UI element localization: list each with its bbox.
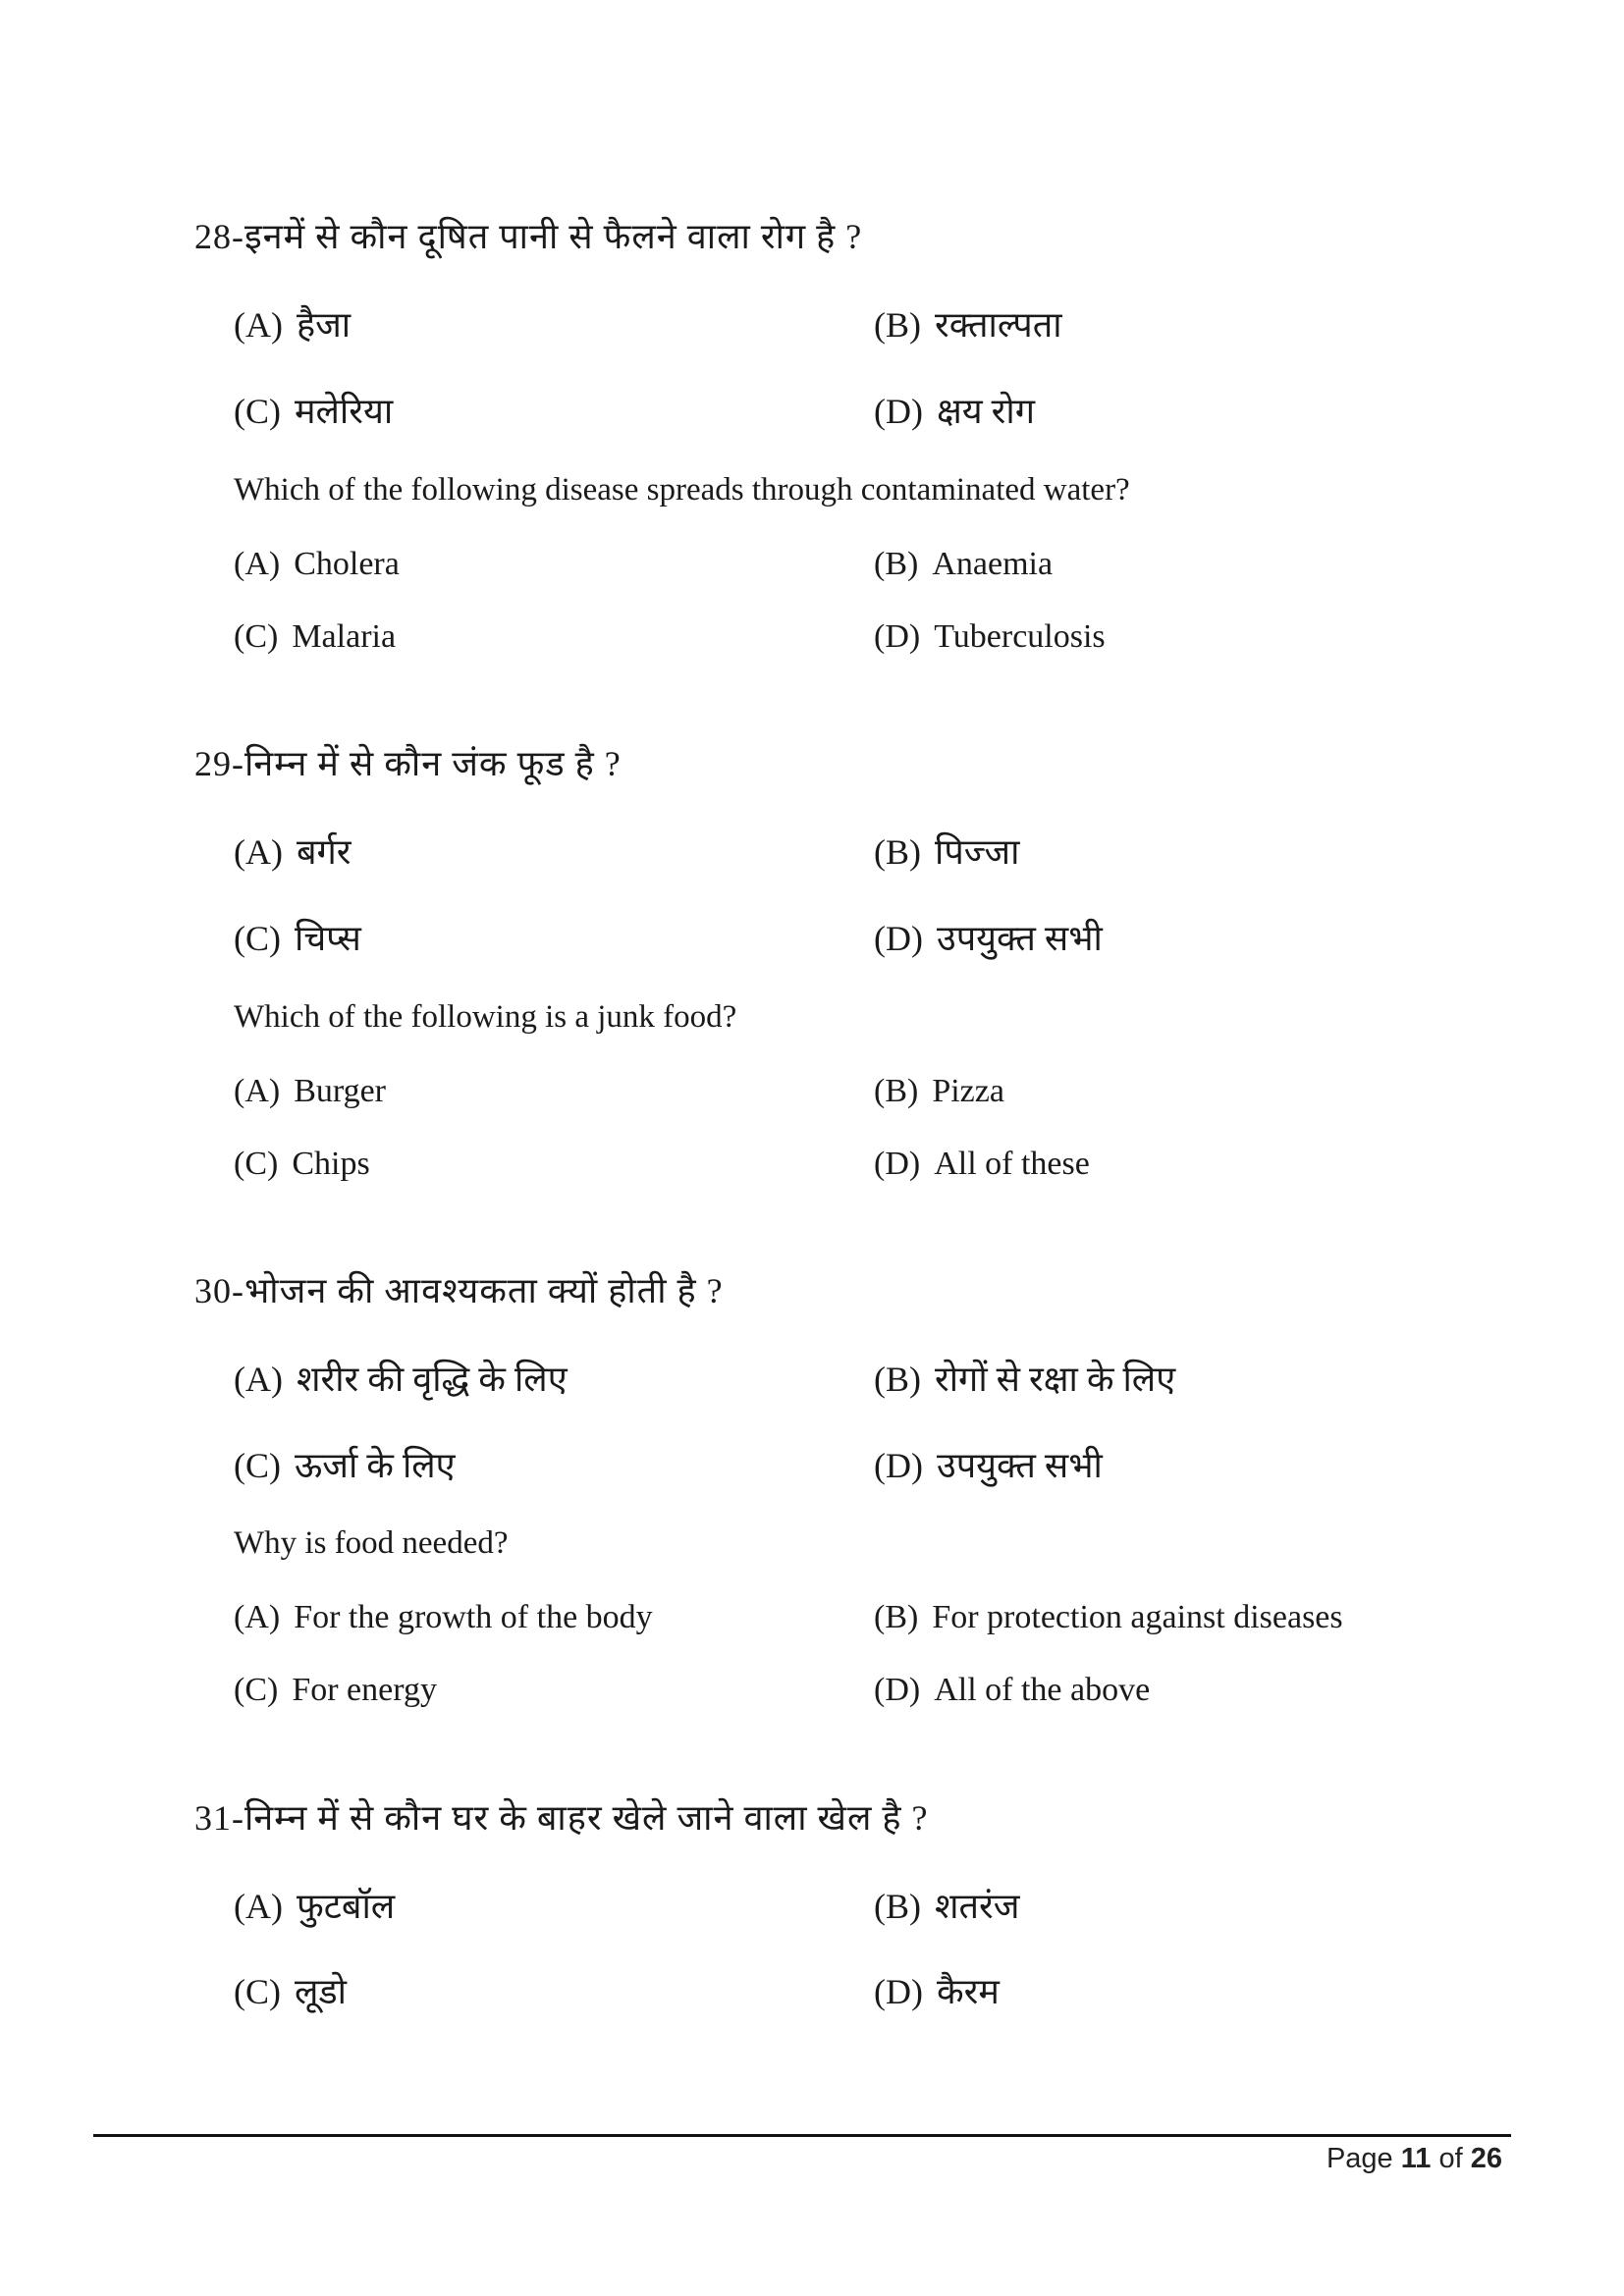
option-c-hindi: (C) ऊर्जा के लिए [234,1446,456,1485]
option-c-hindi: (C) चिप्स [234,919,361,958]
option-d-english: (D) Tuberculosis [874,618,1106,655]
question-29-english: Which of the following is a junk food? [234,999,737,1035]
option-c-english: (C) Chips [234,1146,370,1182]
option-d-english: (D) All of these [874,1146,1090,1182]
question-29-hindi: 29-निम्न में से कौन जंक फूड है ? [194,744,622,783]
option-c-hindi: (C) मलेरिया [234,392,394,431]
option-a-hindi: (A) शरीर की वृद्धि के लिए [234,1360,568,1399]
option-b-hindi: (B) रोगों से रक्षा के लिए [874,1360,1176,1399]
option-a-english: (A) Cholera [234,546,400,582]
page-number [1326,2143,1502,2175]
option-c-hindi: (C) लूडो [234,1972,347,2011]
option-a-english: (A) For the growth of the body [234,1599,653,1635]
option-a-english: (A) Burger [234,1073,387,1109]
question-30-hindi: 30-भोजन की आवश्यकता क्यों होती है ? [194,1271,724,1310]
option-d-hindi: (D) उपयुक्त सभी [874,1446,1103,1485]
page-prefix: Page [1326,2143,1393,2174]
page-of: of [1438,2143,1463,2174]
page-current: 11 [1400,2143,1432,2174]
option-d-hindi: (D) उपयुक्त सभी [874,919,1103,958]
question-28-english: Which of the following disease spreads through contaminated water? [234,472,1130,507]
question-30-english: Why is food needed? [234,1525,509,1561]
option-b-english: (B) Pizza [874,1073,1004,1109]
question-28-hindi: 28-इनमें से कौन दूषित पानी से फैलने वाला रोग है ? [194,217,863,256]
option-b-english: (B) Anaemia [874,546,1054,582]
option-d-hindi: (D) क्षय रोग [874,392,1035,431]
option-a-hindi: (A) फुटबॉल [234,1887,396,1926]
option-b-hindi: (B) रक्ताल्पता [874,305,1062,345]
option-c-english: (C) Malaria [234,618,397,655]
option-a-hindi: (A) हैजा [234,305,352,345]
option-c-english: (C) For energy [234,1672,437,1708]
page-total: 26 [1470,2143,1502,2174]
option-a-hindi: (A) बर्गर [234,832,352,872]
option-b-english: (B) For protection against diseases [874,1599,1343,1635]
option-d-hindi: (D) कैरम [874,1972,1000,2011]
question-31-hindi: 31-निम्न में से कौन घर के बाहर खेले जाने वाला खेल है ? [194,1798,929,1838]
option-b-hindi: (B) शतरंज [874,1887,1020,1926]
option-b-hindi: (B) पिज्जा [874,832,1020,872]
footer-divider [93,2134,1511,2137]
option-d-english: (D) All of the above [874,1672,1151,1708]
